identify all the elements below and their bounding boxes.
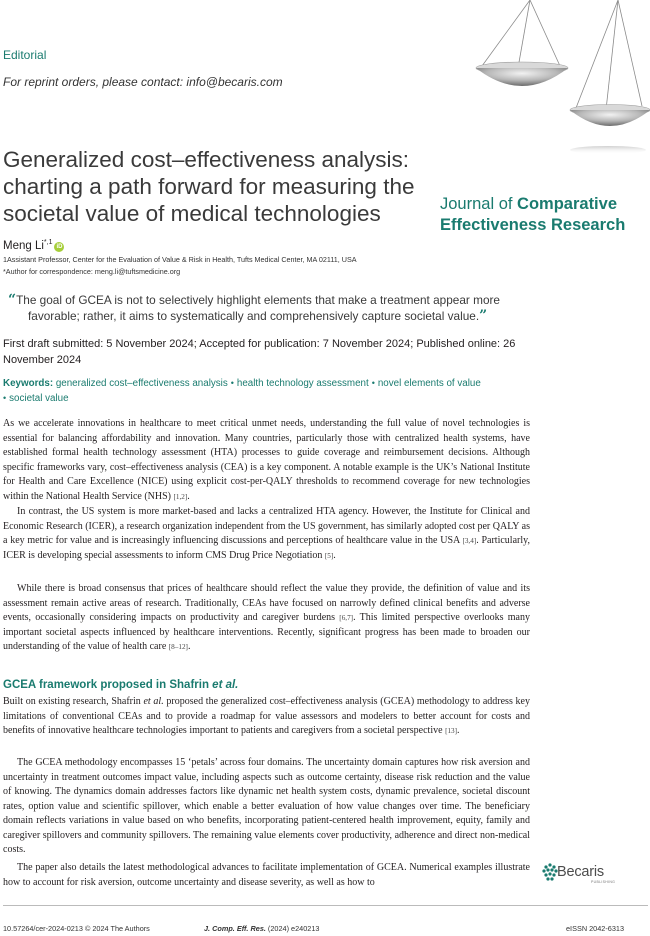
author-affiliation: 1Assistant Professor, Center for the Evaluation of Value & Risk in Health, Tufts Medical Center, MA 02111, USA [3,255,357,264]
paragraph-text: . Particularly, ICER is developing special assessments to inform CMS Drug Price Negotiation [3,535,530,561]
publication-dates: First draft submitted: 5 November 2024; Accepted for publication: 7 November 2024; Published online: 26 November 2024 [3,338,516,366]
citation-link[interactable]: [13] [445,727,458,735]
author-correspondence: *Author for correspondence: meng.li@tuftsmedicine.org [3,267,181,276]
balance-scales-illustration [448,0,650,178]
paragraph-text: . [457,725,460,736]
article-title: Generalized cost–effectiveness analysis: charting a path forward for measuring the societal value of medical technologies [3,147,415,226]
paragraph-etal: et al. [143,696,164,707]
paragraph-text: In contrast, the US system is more market-based and lacks a centralized HTA agency. However, the Institute for Clinical and Economic Research (ICER), a research organization independent from the US government, has similarly adopted cost per QALY as a key metric for value and is increasingly influencing discussions and perceptions of healthcare value in the USA [3,506,530,546]
body-paragraph [3,417,530,504]
journal-logo-word1: Comparative [517,195,617,213]
journal-logo-prefix: Journal of [440,195,518,213]
paragraph-text: . [187,641,191,652]
keywords-label: Keywords: [3,378,54,389]
journal-logo-word2: Effectiveness Research [440,216,626,234]
keywords [3,376,563,406]
orcid-icon[interactable]: iD [56,243,63,250]
body-paragraph: The GCEA methodology encompasses 15 ‘petals’ across four domains. The uncertainty domain captures how risk aversion and uncertainty in treatment outcomes impact value, including aspects such as outcome certainty, disease risk reduction and the value of knowing. The dynamics domain addresses factors like dynamic net health system costs, dynamic prevalence, societal discount rates, option value and scientific spillover, which enable a better evaluation of how value changes over time. The beneficiary domain reflects variations in value based on who benefits, incorporating patient-centered health improvement, equity, family and caregiver spillovers and community spillovers. The remaining value elements cover productivity, adherence and direct non-medical costs. [3,757,530,855]
author-line [3,239,64,252]
citation-link[interactable]: [5] [324,551,334,560]
footer-eissn: eISSN 2042-6313 [566,924,625,933]
open-quote-mark: “ [8,292,17,308]
paragraph-text: . [333,549,336,561]
author-name: Meng Li [3,239,44,252]
paragraph-text: While there is broad consensus that prices of healthcare should reflect the value they provide, the definition of value and its assessment remain active areas of research. Traditionally, CEAs have focused on narrowly defined clinical benefits and adverse events, occasionally considering impacts on productivity and caregiver burdens [3,583,530,623]
reprint-email-link[interactable]: info@becaris.com [186,75,283,89]
paragraph-text: . [187,490,190,502]
pull-quote [8,292,608,324]
section-label: Editorial [3,48,47,62]
body-paragraph [3,505,530,563]
publisher-name: Becaris [557,864,604,880]
footer-doi[interactable]: 10.57264/cer-2024-0213 © 2024 The Authors [3,924,150,933]
paragraph-text: . This limited perspective overlooks many important societal aspects influenced by healthcare interventions. Recently, significant progress has been made to broaden our understanding of the value of health care [3,612,530,652]
footer-citation-text: (2024) e240213 [265,924,320,933]
section-heading [3,679,238,691]
paragraph-text: As we accelerate innovations in healthcare to meet critical unmet needs, understanding the full value of novel technologies is essential for balancing affordability and innovation. Many countries, particularly those with centralized health systems, have established formal health technology assessment (HTA) processes to guide coverage and reimbursement decisions. Although specific frameworks vary, cost–effectiveness analysis (CEA) is a key component. A notable example is the UK’s National Institute for Health and Care Excellence (NICE) using explicit cost-per-QALY thresholds to recommend coverage for new technologies within the National Health Service (NHS) [3,418,530,502]
quote-line-1: The goal of GCEA is not to selectively highlight elements that make a treatment appear more [16,293,500,307]
reprint-prefix: For reprint orders, please contact: [3,75,187,89]
publisher-subtitle: PUBLISHING [591,880,616,884]
citation-link[interactable]: [6,7] [339,614,354,622]
section-heading-etal: et al. [212,679,239,691]
citation-link[interactable]: [1,2] [173,492,188,501]
section-heading-text: GCEA framework proposed in Shafrin [3,679,213,691]
quote-line-2: favorable; rather, it aims to systematically and comprehensively capture societal value. [28,309,480,323]
reprint-notice [3,75,283,89]
keyword-item[interactable]: health technology assessment [236,378,369,389]
keyword-item[interactable]: novel elements of value [377,378,481,389]
keyword-separator-icon: • [3,393,7,403]
paragraph-text: proposed the generalized cost–effectiveness analysis (GCEA) methodology to address key limitations of conventional CEAs and to provide a roadmap for value assessors and modelers to better account for costs and benefits of innovative healthcare technologies important to patients and caregivers from a societal perspective [3,696,530,736]
body-paragraph [3,582,530,655]
citation-link[interactable]: [3,4] [462,537,477,545]
keyword-separator-icon: • [230,378,234,388]
paragraph-text: Built on existing research, Shafrin [3,696,144,707]
keyword-item[interactable]: generalized cost–effectiveness analysis [55,378,228,389]
close-quote-mark: ” [479,308,488,324]
body-paragraph: The paper also details the latest methodological advances to facilitate implementation of GCEA. Numerical examples illustrate how to account for risk aversion, outcome uncertainty and disease severity, as well as how to [3,862,530,888]
footer-citation [204,924,319,933]
journal-logo [440,194,645,236]
body-paragraph [3,695,530,739]
keyword-separator-icon: • [371,378,375,388]
citation-link[interactable]: [8–12] [168,643,188,651]
author-marks: *,1 [43,239,53,246]
footer-journal-name: J. Comp. Eff. Res. [204,924,266,933]
footer-divider [3,905,648,906]
keyword-item[interactable]: societal value [9,393,69,404]
